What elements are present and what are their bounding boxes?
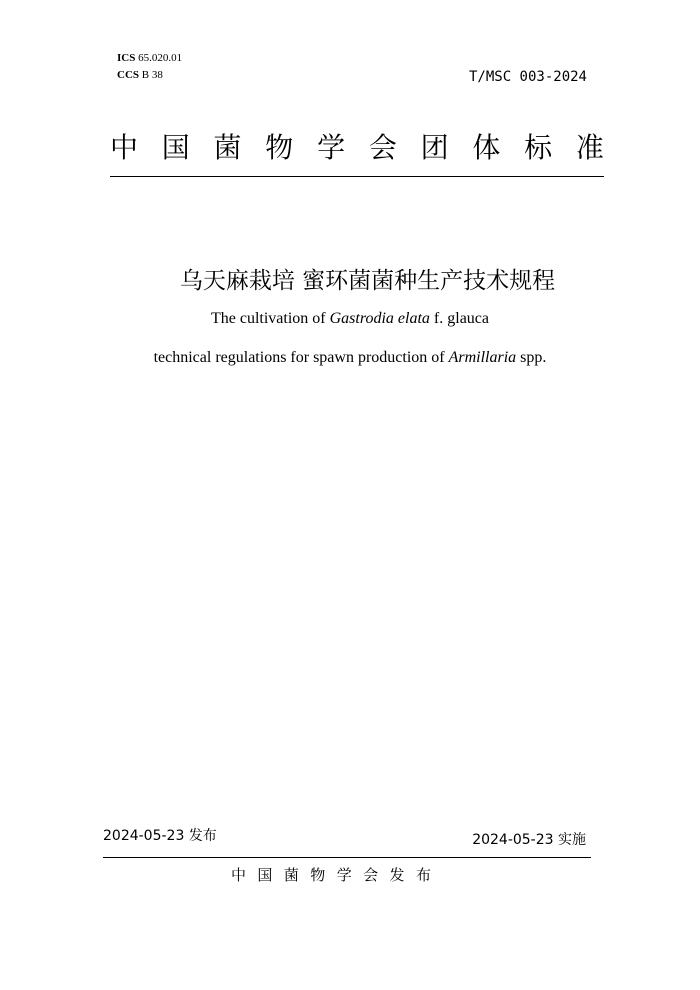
header-divider <box>110 176 604 177</box>
document-title-zh: 乌天麻栽培 蜜环菌菌种生产技术规程 <box>179 268 556 294</box>
ccs-code: CCS B 38 <box>117 69 163 81</box>
footer-divider <box>103 857 591 858</box>
implement-date: 2024-05-23 实施 <box>472 832 586 848</box>
standard-number: T/MSC 003-2024 <box>468 69 587 85</box>
publish-date: 2024-05-23 发布 <box>103 828 217 844</box>
organization-standard-title: 中 国 菌 物 学 会 团 体 标 准 <box>110 131 604 164</box>
publisher: 中 国 菌 物 学 会 发 布 <box>231 866 431 884</box>
document-title-en-line1: The cultivation of Gastrodia elata f. glauca <box>210 310 489 327</box>
ics-code: ICS 65.020.01 <box>117 52 183 64</box>
document-title-en-line2: technical regulations for spawn production of Armillaria spp. <box>153 349 547 366</box>
classification-codes <box>117 50 182 84</box>
